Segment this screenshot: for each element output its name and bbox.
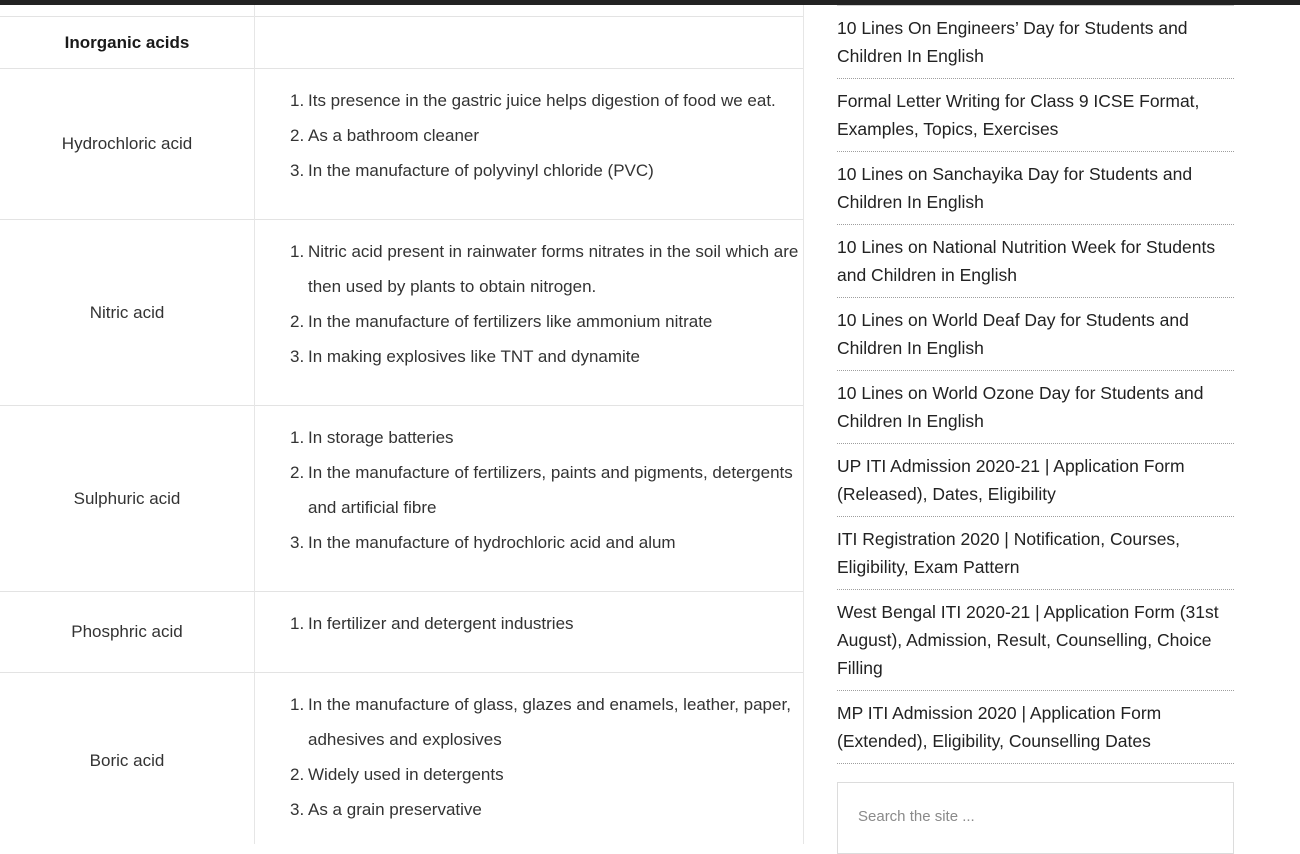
sidebar-link-mp-iti[interactable]: MP ITI Admission 2020 | Application Form (Extended), Eligibility, Counselling Dates <box>837 691 1234 764</box>
table-row <box>0 69 804 219</box>
site-search-box <box>837 782 1234 854</box>
acid-uses-cell <box>290 687 800 827</box>
table-row <box>0 220 804 405</box>
acid-name-cell: Boric acid <box>89 750 165 770</box>
use-item: 1. Nitric acid present in rainwater forms nitrates in the soil which are then used by plants to obtain nitrogen. <box>290 242 799 296</box>
sidebar-link-engineers-day[interactable]: 10 Lines On Engineers’ Day for Students and Children In English <box>837 6 1234 79</box>
sidebar-link-ozone-day[interactable]: 10 Lines on World Ozone Day for Students and Children In English <box>837 371 1234 444</box>
use-item: 2. In the manufacture of fertilizers like ammonium nitrate <box>290 312 713 331</box>
search-input[interactable] <box>856 803 1220 829</box>
sidebar-link-up-iti[interactable]: UP ITI Admission 2020-21 | Application Form (Released), Dates, Eligibility <box>837 444 1234 517</box>
use-item: 2. As a bathroom cleaner <box>290 126 480 145</box>
acid-uses-cell <box>290 83 800 188</box>
sidebar-link-deaf-day[interactable]: 10 Lines on World Deaf Day for Students and Children In English <box>837 298 1234 371</box>
acid-name-cell: Hydrochloric acid <box>61 134 193 153</box>
acid-uses-cell <box>290 606 800 641</box>
use-item: 3. In the manufacture of polyvinyl chloride (PVC) <box>290 161 654 180</box>
use-item: 3. As a grain preservative <box>290 800 482 819</box>
use-item: 2. In the manufacture of fertilizers, paints and pigments, detergents and artificial fibre <box>290 463 793 517</box>
use-item: 1. In the manufacture of glass, glazes and enamels, leather, paper, adhesives and explosives <box>290 695 791 749</box>
sidebar-link-west-bengal-iti[interactable]: West Bengal ITI 2020-21 | Application Form (31st August), Admission, Result, Counselling, Choice Filling <box>837 590 1234 691</box>
sidebar-link-sanchayika-day[interactable]: 10 Lines on Sanchayika Day for Students and Children In English <box>837 152 1234 225</box>
table-row <box>0 406 804 591</box>
use-item: 1. Its presence in the gastric juice helps digestion of food we eat. <box>290 91 776 110</box>
table-row <box>0 592 804 672</box>
header-cell-inorganic-acids: Inorganic acids <box>64 32 190 52</box>
use-item: 2. Widely used in detergents <box>290 765 504 784</box>
use-item: 1. In fertilizer and detergent industries <box>290 614 574 633</box>
sidebar-recent-posts <box>837 5 1234 764</box>
use-item: 3. In the manufacture of hydrochloric acid and alum <box>290 533 676 552</box>
acid-name-cell: Phosphric acid <box>71 622 183 641</box>
recent-posts-list <box>837 5 1234 764</box>
sidebar-link-formal-letter[interactable]: Formal Letter Writing for Class 9 ICSE Format, Examples, Topics, Exercises <box>837 79 1234 152</box>
use-item: 1. In storage batteries <box>290 428 454 447</box>
acid-name-cell: Nitric acid <box>89 302 165 322</box>
use-item: 3. In making explosives like TNT and dynamite <box>290 347 640 366</box>
sidebar-link-nutrition-week[interactable]: 10 Lines on National Nutrition Week for Students and Children in English <box>837 225 1234 298</box>
acid-uses-cell <box>290 234 800 374</box>
acid-uses-cell <box>290 420 800 560</box>
acids-table <box>0 5 804 844</box>
sidebar-link-iti-registration[interactable]: ITI Registration 2020 | Notification, Courses, Eligibility, Exam Pattern <box>837 517 1234 590</box>
acid-name-cell: Sulphuric acid <box>73 488 181 508</box>
table-row <box>0 673 804 844</box>
table-header-row <box>0 17 804 68</box>
